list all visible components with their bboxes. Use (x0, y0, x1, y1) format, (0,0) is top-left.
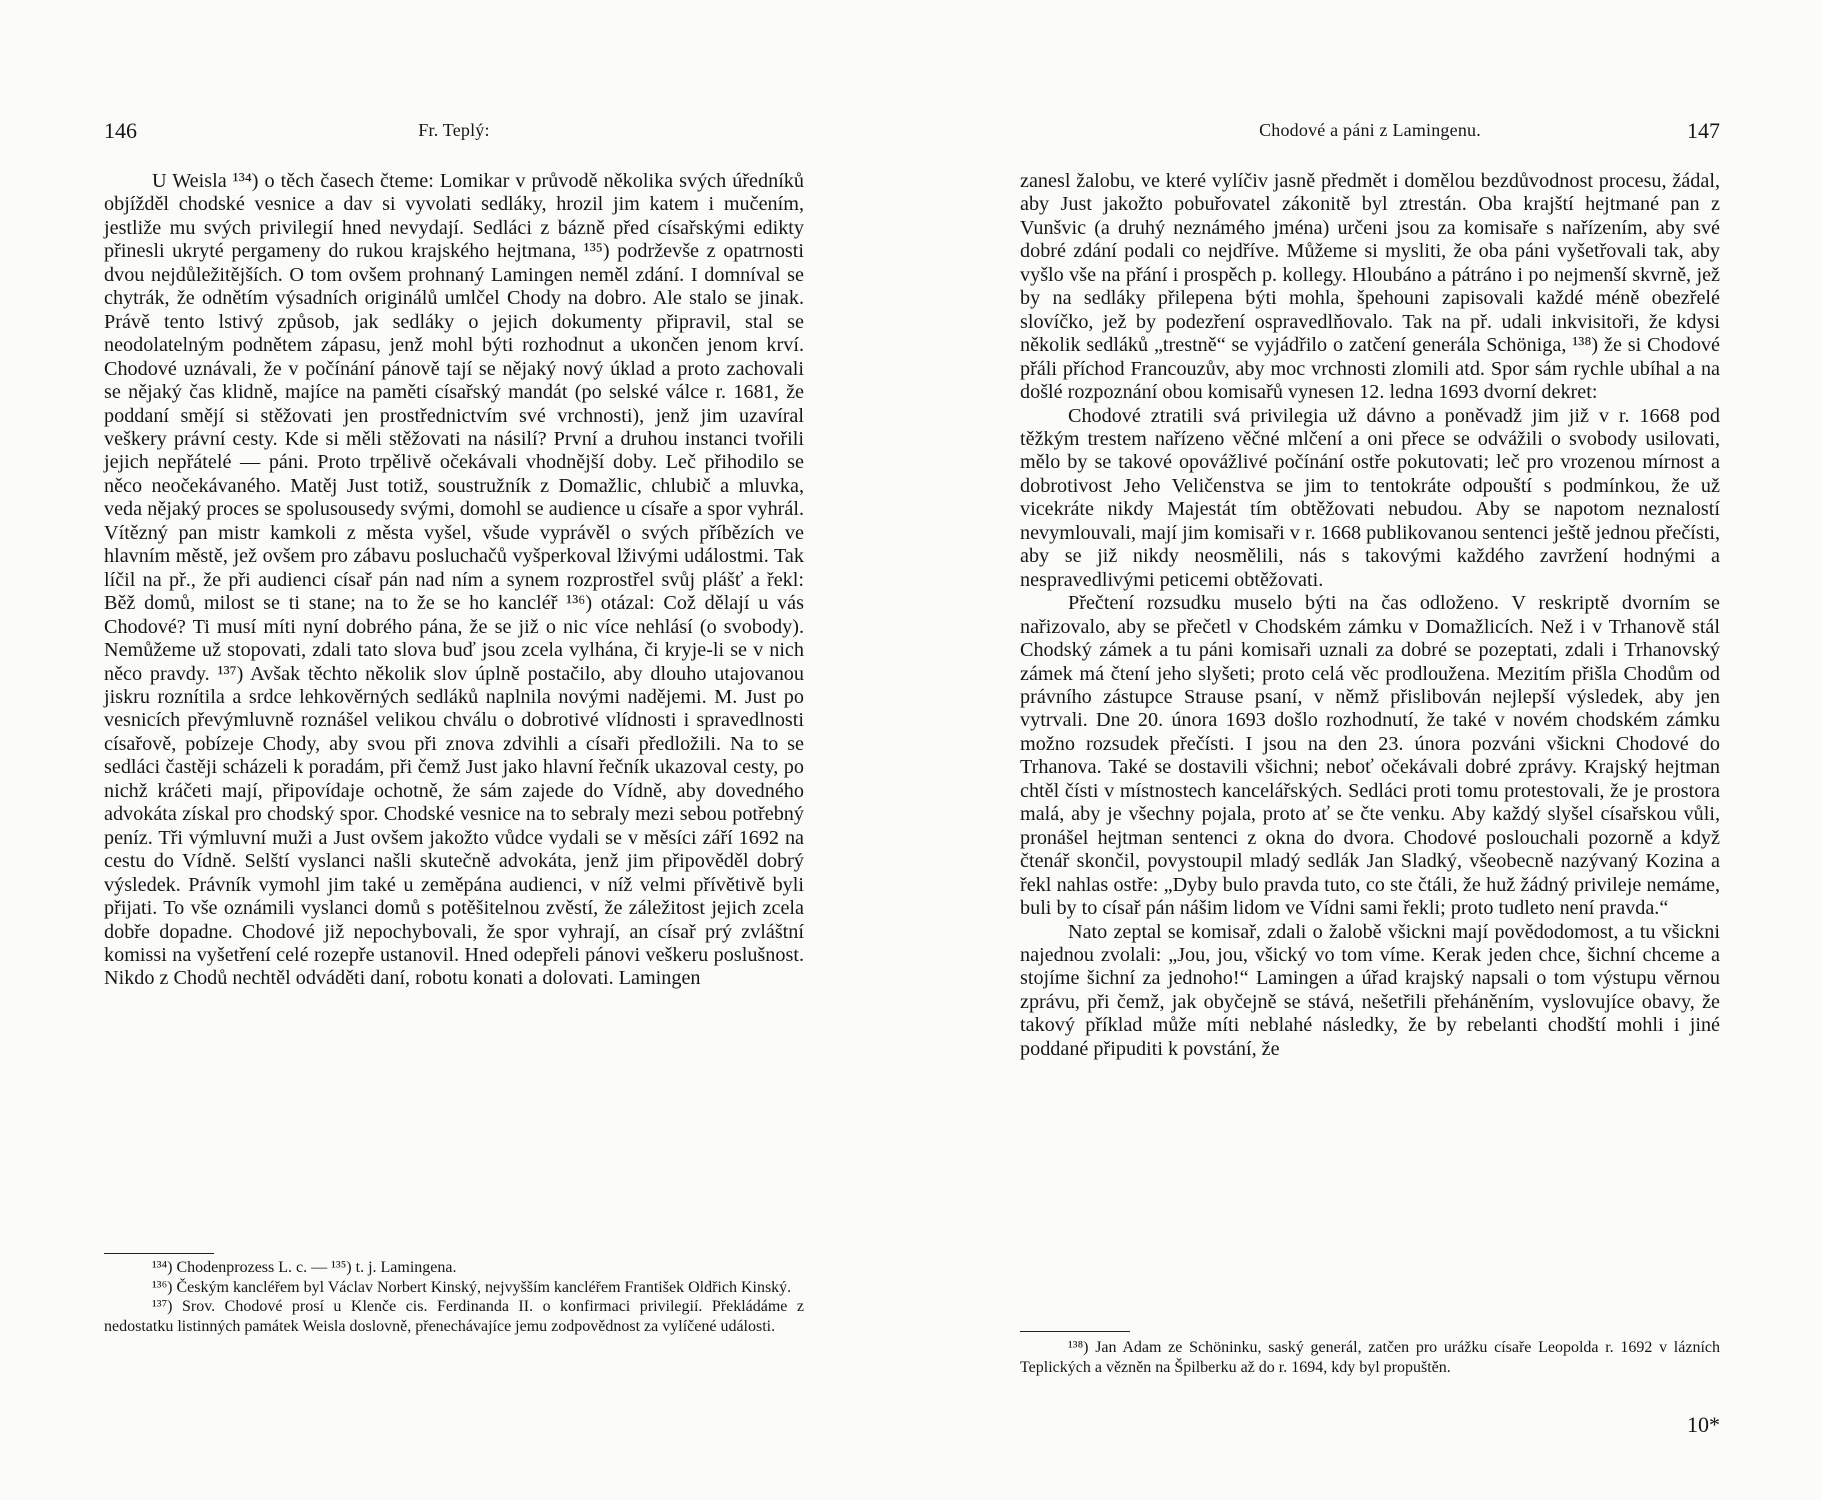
right-footnotes (1020, 1338, 1720, 1377)
footnote-rule (104, 1253, 214, 1254)
left-body-text (104, 170, 804, 991)
running-head-title: Chodové a páni z Lamingenu. (1259, 120, 1481, 140)
right-running-head (1020, 118, 1720, 148)
body-paragraph: Chodové ztratili svá privilegia už dávno a poněvadž jim již v r. 1668 pod těžkým trestem nařízeno věčné mlčení a oni přece se odvážili o svobody usilovati, mělo by se takové opovážlivé počínání ostře pokutovati; leč pro vrozenou mírnost a dobrotivost Jeho Veličenstva se jim to tentokráte odpouští s podmínkou, že už vicekráte nikdy Majestát tím obtěžovati nebudou. Aby se napotom neznalostí nevymlouvali, mají jim komisaři v r. 1668 publikovanou sentenci ještě jednou přečísti, aby se již nikdy neosmělili, nás s takovými každého zavržení hodnými a nespravedlivými peticemi obtěžovati. (1020, 404, 1720, 591)
body-paragraph: Nato zeptal se komisař, zdali o žalobě všickni mají povědodomost, a tu všickni najednou zvolali: „Jou, jou, všický vo tom víme. Kerak jeden chce, šichní chceme a stojíme šichní za jednoho!“ Lamingen a úřad krajský napsali o tom výstupu věrnou zprávu, při čemž, jak obyčejně se stává, nešetřili přeháněním, vyslovujíce obavy, že takový příklad může míti neblahé následky, že by rebelanti chodští mohli i jiné poddané připuditi k povstání, že (1020, 920, 1720, 1060)
body-paragraph: U Weisla ¹³⁴) o těch časech čteme: Lomikar v průvodě několika svých úředníků objížděl chodské vesnice a dav si vyvolati sedláky, hrozil jim katem i mučením, jestliže mu svých privilegií hned nevydají. Sedláci z bázně před císařskými edikty přinesli ukryté pergameny do rukou krajského hejtmana, ¹³⁵) podrževše z opatrnosti dvou nejdůležitějších. O tom ovšem prohnaný Lamingen neměl zdání. I domníval se chytrák, že odnětím výsadních originálů umlčel Chody na dobro. Ale stalo se jinak. Právě tento lstivý způsob, jak sedláky o jejich dokumenty připravil, stal se neodolatelným podnětem zápasu, jenž mohl býti rozhodnut a ukončen jenom krví. Chodové uznávali, že v počínání pánově tají se nějaký nový úklad a proto zachovali se nějaký čas klidně, majíce na paměti císařský mandát (po selské válce r. 1681, že poddaní smějí si stěžovati jen prostřednictvím své vrchnosti), jenž jim uzavíral veškery právní cesty. Kde si měli stěžovati na násilí? První a druhou instanci tvořili jejich nepřátelé — páni. Proto trpělivě očekávali vhodnější doby. Leč přihodilo se něco neočekávaného. Matěj Just totiž, soustružník z Domažlic, chlubič a mluvka, veda nějaký proces se spolusousedy svými, domohl se audience u císaře a spor vyhrál. Vítězný pan mistr kamkoli z města vyšel, všude vyprávěl o svých příbězích ve hlavním městě, jež ovšem pro zábavu posluchačů vyšperkoval lživými událostmi. Tak líčil na př., že při audienci císař pán nad ním a synem rozprostřel svůj plášť a řekl: Běž domů, milost se ti stane; na to že se ho kancléř ¹³⁶) otázal: Což dělají u vás Chodové? Ti musí míti nyní dobrého pána, že se již o nic více nehlásí (o svobody). Nemůžeme už stopovati, zdali tato slova buď jsou zcela vylhána, či kryje-li se v nich něco pravdy. ¹³⁷) Avšak těchto několik slov úplně postačilo, aby dlouho utajovanou jiskru roznítila a srdce lehkověrných sedláků naplnila novými nadějemi. M. Just po vesnicích převýmluvně roznášel velikou chválu o dobrotivé vlídnosti i spravedlnosti císařově, pobízeje Chody, aby svou při znova zdvihli a císaři předložili. Na to se sedláci častěji scházeli k poradám, při čemž Just jako hlavní řečník ukazoval cesty, po nichž kráčeti mají, připovídaje ochotně, že sám zajede do Vídně, aby dovedného advokáta získal pro chodský spor. Chodské vesnice na to sebraly mezi sebou potřebný peníz. Tři výmluvní muži a Just ovšem jakožto vůdce vydali se v měsíci září 1692 na cestu do Vídně. Selští vyslanci našli skutečně advokáta, jenž jim připověděl dobrý výsledek. Právník vymohl jim také u zeměpána audienci, v níž velmi přívětivě byli přijati. To vše oznámili vyslanci domů s potěšitelnou zvěstí, že záležitost jejich zcela dobře dopadne. Chodové již nepochybovali, že spor vyhrají, an císař prý zvláštní komissi na vyšetření celé rozepře ustanovil. Hned odepřeli pánovi veškeru poslušnost. Nikdo z Chodů nechtěl odváděti daní, robotu konati a dolovati. Lamingen (104, 170, 804, 990)
left-footnotes (104, 1258, 804, 1336)
page-number-left: 146 (104, 118, 137, 143)
footnote: ¹³⁴) Chodenprozess L. c. — ¹³⁵) t. j. Lamingena. (152, 1259, 457, 1276)
footnote: ¹³⁶) Českým kancléřem byl Václav Norbert Kinský, nejvyšším kancléřem František Oldřich Kinský. (152, 1278, 792, 1296)
footnote-rule (1020, 1331, 1130, 1332)
left-running-head (104, 118, 804, 148)
footnote: ¹³⁷) Srov. Chodové prosí u Klenče cis. Ferdinanda II. o konfirmaci privilegií. Překládáme z nedostatku listinných památek Weisla doslovně, přenechávajíce jemu zodpovědnost za vylíčené události. (104, 1298, 804, 1335)
right-body-text (1020, 170, 1720, 1061)
running-head-author: Fr. Teplý: (418, 120, 490, 140)
body-paragraph: zanesl žalobu, ve které vylíčiv jasně předmět i domělou bezdůvodnost procesu, žádal, aby Just jakožto pobuřovatel zákonitě byl ztrestán. Oba krajští hejtmané pan z Vunšvic (a druhý neznámého jména) určeni jsou za komisaře s nařízením, aby své dobré zdání podali co nejdříve. Můžeme si mysliti, že oba páni vyšetřovali tak, aby vyšlo vše na přání i prospěch p. kollegy. Hloubáno a pátráno i po nejmenší skvrně, jež by na sedláky přilepena býti mohla, špehouni zapisovali každé méně obezřelé slovíčko, jež by podezření ospravedlňovalo. Tak na př. udali inkvisitoři, že kdysi několik sedláků „trestně“ se vyjádřilo o zatčení generála Schöniga, ¹³⁸) že si Chodové přáli příchod Francouzův, aby moc vrchnosti zlomili atd. Spor sám rychle ubíhal a na došlé rozpoznání obou komisařů vynesen 12. ledna 1693 dvorní dekret: (1020, 170, 1720, 404)
body-paragraph: Přečtení rozsudku muselo býti na čas odloženo. V reskriptě dvorním se nařizovalo, aby se přečetl v Chodském zámku v Domažlicích. Než i v Trhanově stál Chodský zámek a tu páni komisaři uznali za dobré se pozeptati, zdali i Trhanovský zámek má čtení jeho slyšeti; proto celá věc prodloužena. Mezitím přišla Chodům od právního zástupce Strause psaní, v němž přislibován nejlepší výsledek, aby jen vytrvali. Dne 20. února 1693 došlo rozhodnutí, že také v novém chodském zámku možno rozsudek přečísti. I jsou na den 23. února pozváni všickni Chodové do Trhanova. Také se dostavili všichni; neboť očekávali dobré zprávy. Krajský hejtman chtěl čísti v místnostech kancelářských. Sedláci proti tomu protestovali, že je prostora malá, aby je všechny pojala, proto ať se čte venku. Aby každý slyšel císařskou vůli, pronášel hejtman sentenci z okna do dvora. Chodové poslouchali pozorně a když čtenář skončil, povystoupil mladý sedlák Jan Sladký, všeobecně nazývaný Kozina a řekl nahlas ostře: „Dyby bulo pravda tuto, co ste čtáli, že huž žádný privileje nemáme, buli by to císař pán nášim lidom ve Vídni sami řekli; proto tudleto není pravda.“ (1020, 592, 1720, 920)
footnote: ¹³⁸) Jan Adam ze Schöninku, saský generál, zatčen pro urážku císaře Leopolda r. 1692 v lázních Teplických a vězněn na Špilberku až do r. 1694, kdy byl propuštěn. (1020, 1339, 1720, 1376)
signature-mark: 10* (1687, 1412, 1720, 1437)
page-number-right: 147 (1687, 118, 1720, 143)
